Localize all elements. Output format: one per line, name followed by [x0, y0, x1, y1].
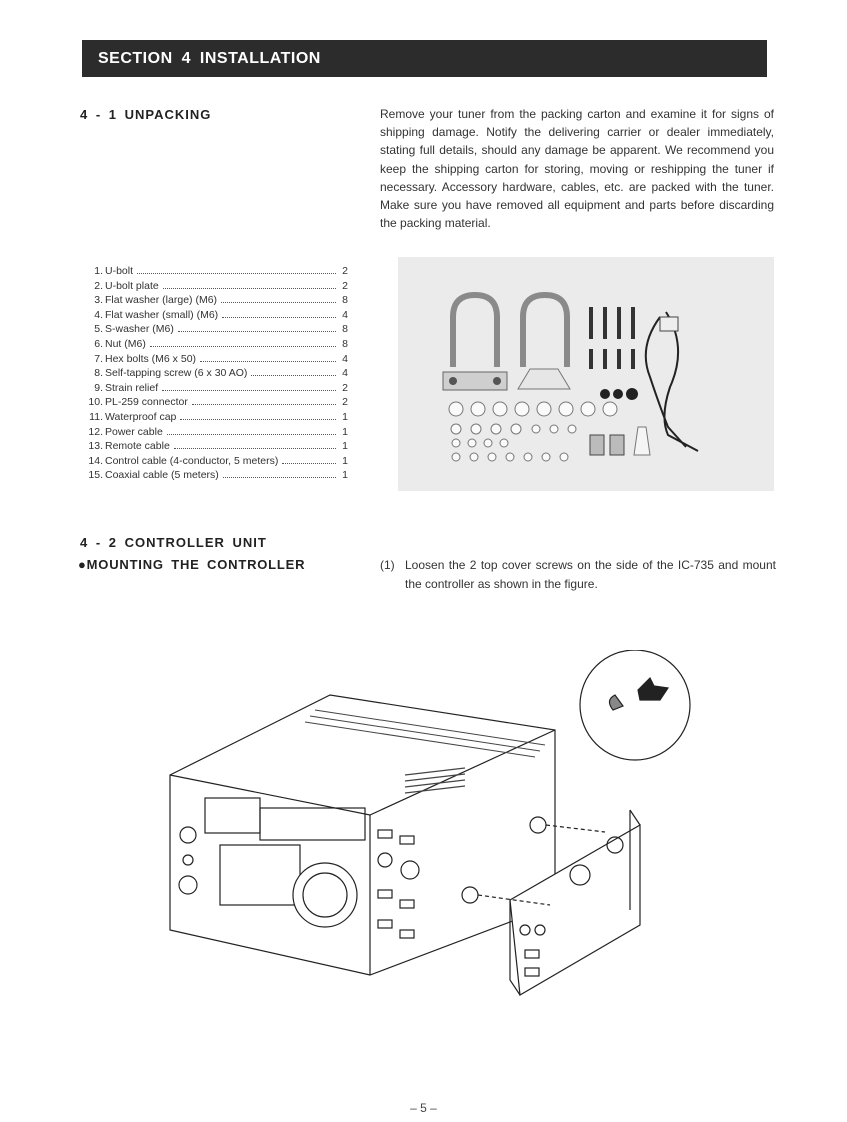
leader-dots — [180, 419, 336, 420]
parts-list-item — [80, 294, 348, 309]
part-name: Flat washer (large) (M6) — [105, 294, 218, 307]
parts-list-item — [80, 426, 348, 441]
part-name: Waterproof cap — [105, 410, 177, 423]
part-number: 7. — [94, 352, 103, 365]
part-name: U-bolt plate — [105, 279, 159, 292]
leader-dots — [192, 404, 336, 405]
part-number: 1. — [94, 265, 103, 277]
leader-dots — [223, 477, 336, 478]
part-quantity: 4 — [342, 367, 348, 380]
part-name: Control cable (4-conductor, 5 meters) — [105, 454, 279, 467]
leader-dots — [162, 390, 336, 391]
mounting-step-1 — [380, 556, 776, 593]
parts-list — [80, 265, 348, 484]
part-number: 8. — [94, 367, 103, 380]
part-number: 10. — [88, 396, 103, 409]
part-number: 12. — [88, 425, 103, 438]
step-number: (1) — [380, 558, 395, 572]
part-name: Self-tapping screw (6 x 30 AO) — [105, 367, 248, 380]
part-number: 15. — [88, 469, 103, 482]
part-name: Hex bolts (M6 x 50) — [105, 352, 197, 365]
leader-dots — [221, 302, 336, 303]
part-number: 13. — [88, 440, 103, 453]
leader-dots — [167, 434, 336, 435]
part-quantity: 4 — [342, 308, 348, 321]
part-quantity: 1 — [342, 425, 348, 438]
part-quantity: 8 — [342, 337, 348, 350]
leader-dots — [282, 463, 336, 464]
part-number: 4. — [94, 308, 103, 321]
parts-list-item — [80, 309, 348, 324]
parts-list-item — [80, 280, 348, 295]
parts-list-item — [80, 382, 348, 397]
part-name: S-washer (M6) — [105, 323, 174, 336]
leader-dots — [137, 273, 336, 274]
part-number: 3. — [94, 294, 103, 307]
part-quantity: 8 — [342, 323, 348, 336]
leader-dots — [150, 346, 336, 347]
part-quantity: 2 — [342, 265, 348, 277]
parts-list-item — [80, 455, 348, 470]
controller-mounting-figure — [160, 650, 700, 1000]
part-number: 11. — [89, 410, 103, 423]
part-quantity: 1 — [342, 469, 348, 482]
parts-list-item — [80, 323, 348, 338]
leader-dots — [222, 317, 336, 318]
leader-dots — [174, 448, 336, 449]
parts-list-item — [80, 440, 348, 455]
part-number: 5. — [94, 323, 103, 336]
part-name: Remote cable — [105, 440, 170, 453]
parts-list-item — [80, 367, 348, 382]
leader-dots — [200, 361, 336, 362]
part-quantity: 2 — [342, 396, 348, 409]
part-number: 14. — [88, 454, 103, 467]
part-name: U-bolt — [105, 265, 134, 277]
part-quantity: 1 — [342, 410, 348, 423]
part-name: PL-259 connector — [105, 396, 188, 409]
part-number: 6. — [94, 337, 103, 350]
part-name: Strain relief — [105, 381, 159, 394]
part-name: Coaxial cable (5 meters) — [105, 469, 219, 482]
parts-list-item — [80, 396, 348, 411]
unpacking-paragraph: Remove your tuner from the packing carton and examine it for signs of shipping damage. Notify the delivering carrier or dealer immediately, stating full details, should any damage be apparent. We recommend you keep the shipping carton for storing, moving or reshipping the tuner if necessary. Accessory hardware, cables, etc. are packed with the tuner. Make sure you have removed all equipment and parts before discarding the packing material. — [380, 107, 774, 231]
parts-list-item — [80, 353, 348, 368]
accessories-photo — [398, 257, 774, 491]
part-quantity: 1 — [342, 440, 348, 453]
page-number: – 5 – — [410, 1101, 437, 1115]
mounting-subheading: ●MOUNTING THE CONTROLLER — [78, 557, 306, 572]
unpacking-heading: 4 - 1 UNPACKING — [80, 107, 212, 122]
part-number: 9. — [94, 381, 103, 394]
parts-list-item — [80, 469, 348, 484]
part-number: 2. — [94, 279, 103, 292]
section-banner — [82, 40, 767, 77]
part-name: Flat washer (small) (M6) — [105, 308, 219, 321]
part-quantity: 8 — [342, 294, 348, 307]
part-name: Nut (M6) — [105, 337, 146, 350]
parts-list-item — [80, 265, 348, 280]
controller-heading: 4 - 2 CONTROLLER UNIT — [80, 535, 267, 550]
step-text: Loosen the 2 top cover screws on the side of the IC-735 and mount the controller as shown in the figure. — [405, 558, 776, 591]
part-quantity: 2 — [342, 279, 348, 292]
part-quantity: 4 — [342, 352, 348, 365]
part-quantity: 1 — [342, 454, 348, 467]
leader-dots — [178, 331, 336, 332]
leader-dots — [163, 288, 336, 289]
part-name: Power cable — [105, 425, 163, 438]
parts-list-item — [80, 338, 348, 353]
part-quantity: 2 — [342, 381, 348, 394]
leader-dots — [251, 375, 336, 376]
section-title: SECTION 4 INSTALLATION — [98, 50, 321, 67]
parts-list-item — [80, 411, 348, 426]
